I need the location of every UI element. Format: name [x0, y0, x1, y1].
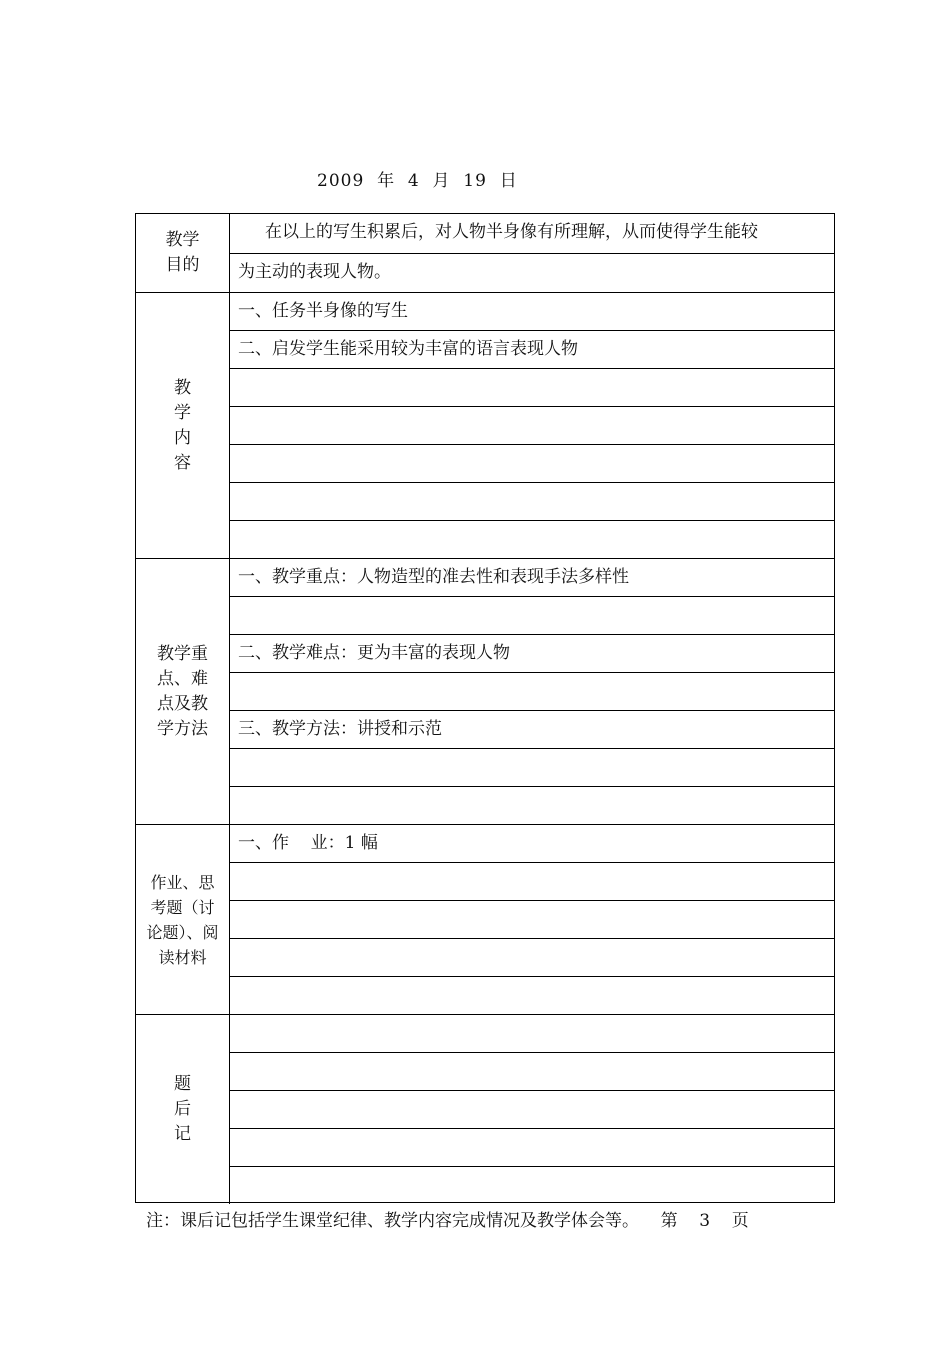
label-line: 教学	[165, 230, 200, 250]
date-line: 2009 年 4 月 19 日	[317, 171, 518, 191]
label-postscript	[136, 1015, 230, 1204]
label-line: 学方法	[157, 718, 208, 739]
homework-row	[230, 939, 834, 977]
label-methods	[136, 559, 230, 824]
methods-row: 一、教学重点：人物造型的准去性和表现手法多样性	[230, 559, 834, 597]
footer-note	[146, 1206, 749, 1231]
objective-row: 在以上的写生积累后，对人物半身像有所理解，从而使得学生能较	[230, 214, 834, 254]
content-row	[230, 407, 834, 445]
content-row	[230, 445, 834, 483]
content-row	[230, 483, 834, 521]
section-content	[136, 293, 834, 559]
label-homework	[136, 825, 230, 1014]
methods-row	[230, 673, 834, 711]
homework-row	[230, 901, 834, 939]
page-number: 3	[699, 1211, 711, 1231]
homework-row	[230, 863, 834, 901]
label-line: 内	[174, 427, 191, 448]
content-row	[230, 521, 834, 559]
label-line: 记	[174, 1124, 191, 1144]
postscript-row	[230, 1053, 834, 1091]
label-objective	[136, 214, 230, 292]
methods-row	[230, 787, 834, 825]
label-line: 读材料	[158, 947, 207, 967]
section-homework	[136, 825, 834, 1015]
label-content	[136, 293, 230, 558]
label-line: 点、难	[157, 668, 208, 689]
homework-row: 一、作 业：1 幅	[230, 825, 834, 863]
label-line: 教学重	[157, 643, 208, 664]
label-line: 考题（讨	[150, 897, 215, 917]
postscript-row	[230, 1167, 834, 1205]
label-line: 后	[174, 1099, 191, 1119]
label-line: 教	[174, 377, 191, 398]
homework-row	[230, 977, 834, 1015]
postscript-row	[230, 1129, 834, 1167]
label-line: 论题）、阅	[146, 922, 219, 942]
postscript-row	[230, 1091, 834, 1129]
label-line: 点及教	[157, 693, 208, 714]
label-line: 学	[174, 402, 191, 423]
label-line: 目的	[165, 255, 200, 275]
lesson-plan-table	[135, 213, 835, 1203]
methods-row	[230, 597, 834, 635]
section-objective	[136, 214, 834, 293]
label-line: 作业、思	[150, 872, 215, 892]
content-row	[230, 369, 834, 407]
postscript-row	[230, 1015, 834, 1053]
section-postscript	[136, 1015, 834, 1204]
content-row: 一、任务半身像的写生	[230, 293, 834, 331]
content-row: 二、启发学生能采用较为丰富的语言表现人物	[230, 331, 834, 369]
page-suffix: 页	[731, 1211, 749, 1231]
methods-row: 二、教学难点：更为丰富的表现人物	[230, 635, 834, 673]
objective-row: 为主动的表现人物。	[238, 262, 391, 282]
label-line: 题	[174, 1074, 191, 1094]
page-prefix: 第	[660, 1211, 678, 1231]
label-line: 容	[174, 452, 191, 473]
methods-row	[230, 749, 834, 787]
methods-row: 三、教学方法：讲授和示范	[230, 711, 834, 749]
section-methods	[136, 559, 834, 825]
footer-note-text: 注：课后记包括学生课堂纪律、教学内容完成情况及教学体会等。	[146, 1211, 639, 1231]
